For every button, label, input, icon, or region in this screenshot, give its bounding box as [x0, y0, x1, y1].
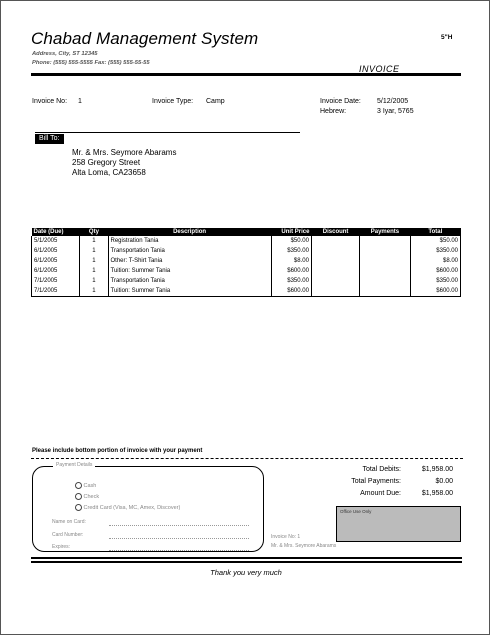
cell-payments [360, 276, 410, 286]
billto-street: 258 Gregory Street [72, 158, 141, 167]
payment-details-label: Payment Details [53, 462, 95, 468]
billto-rule [35, 132, 300, 133]
col-unit-price: Unit Price [271, 228, 311, 236]
table-row [32, 256, 461, 266]
invoice-date-label: Invoice Date: [320, 98, 361, 105]
company-contact: Phone: (555) 555-5555 Fax: (555) 555-55-55 [32, 60, 150, 66]
check-radio[interactable] [75, 493, 82, 500]
cell-unit-price: $50.00 [271, 236, 311, 246]
cell-discount [311, 256, 359, 266]
credit-card-radio[interactable] [75, 504, 82, 511]
cell-payments [360, 256, 410, 266]
cell-description: Transportation Tania [108, 246, 271, 256]
cell-discount [311, 276, 359, 286]
cell-total: $50.00 [410, 236, 460, 246]
total-payments-value: $0.00 [435, 478, 453, 485]
col-discount: Discount [311, 228, 359, 236]
cell-payments [360, 286, 410, 297]
table-row [32, 286, 461, 297]
col-total: Total [410, 228, 460, 236]
cell-date: 6/1/2005 [32, 256, 80, 266]
cell-discount [311, 286, 359, 297]
invoice-no-label: Invoice No: [32, 98, 68, 105]
cell-qty: 1 [80, 276, 108, 286]
name-on-card-field[interactable] [109, 525, 249, 526]
total-debits-value: $1,958.00 [421, 466, 453, 473]
col-date: Date (Due) [32, 228, 80, 236]
cell-qty: 1 [80, 256, 108, 266]
cell-date: 6/1/2005 [32, 266, 80, 276]
cell-unit-price: $8.00 [271, 256, 311, 266]
cell-date: 6/1/2005 [32, 246, 80, 256]
cell-discount [311, 236, 359, 246]
col-description: Description [108, 228, 271, 236]
cell-total: $600.00 [410, 266, 460, 276]
cut-line [31, 458, 463, 459]
cell-unit-price: $350.00 [271, 246, 311, 256]
expires-field[interactable] [109, 550, 249, 551]
name-on-card-label: Name on Card: [52, 519, 86, 525]
cash-label: Cash [83, 482, 97, 489]
stub-customer-name: Mr. & Mrs. Seymore Abarams [271, 543, 337, 549]
payment-instruction: Please include bottom portion of invoice with your payment [32, 448, 203, 454]
invoice-no-value: 1 [78, 98, 82, 105]
cell-description: Other: T-Shirt Tania [108, 256, 271, 266]
cell-description: Tuition: Summer Tania [108, 286, 271, 297]
cell-unit-price: $600.00 [271, 266, 311, 276]
check-label: Check [83, 493, 100, 500]
billto-label: Bill To: [35, 134, 64, 144]
cell-total: $8.00 [410, 256, 460, 266]
stub-invoice-no: Invoice No: 1 [271, 534, 301, 540]
table-row [32, 276, 461, 286]
cell-total: $600.00 [410, 286, 460, 297]
office-use-label: Office Use Only [340, 509, 372, 514]
total-payments-label: Total Payments: [351, 478, 401, 485]
cell-payments [360, 236, 410, 246]
invoice-type-label: Invoice Type: [152, 98, 194, 105]
cell-payments [360, 246, 410, 256]
billto-city: Alta Loma, CA23658 [72, 168, 146, 177]
cash-radio[interactable] [75, 482, 82, 489]
cell-payments [360, 266, 410, 276]
cell-total: $350.00 [410, 276, 460, 286]
cell-qty: 1 [80, 236, 108, 246]
invoice-date-value: 5/12/2005 [377, 98, 409, 105]
cell-qty: 1 [80, 246, 108, 256]
bottom-rule-1 [31, 557, 462, 559]
card-number-label: Card Number: [52, 532, 84, 538]
office-use-box [336, 506, 461, 542]
company-address: Address, City, ST 12345 [32, 51, 98, 57]
option-cash[interactable] [75, 482, 96, 489]
credit-card-label: Credit Card (Visa, MC, Amex, Discover) [83, 504, 181, 511]
cell-discount [311, 266, 359, 276]
amount-due-label: Amount Due: [360, 490, 401, 497]
items-table [31, 228, 461, 297]
table-row [32, 246, 461, 256]
invoice-type-value: Camp [206, 98, 225, 105]
invoice-tag: INVOICE [359, 64, 400, 74]
cell-total: $350.00 [410, 246, 460, 256]
table-row [32, 266, 461, 276]
col-qty: Qty [80, 228, 108, 236]
cell-unit-price: $600.00 [271, 286, 311, 297]
hebrew-date-value: 3 Iyar, 5765 [377, 108, 414, 115]
expires-label: Expires: [52, 544, 71, 550]
cell-discount [311, 246, 359, 256]
company-title: Chabad Management System [31, 29, 259, 48]
card-number-field[interactable] [109, 538, 249, 539]
cell-date: 7/1/2005 [32, 286, 80, 297]
cell-qty: 1 [80, 286, 108, 297]
cell-unit-price: $350.00 [271, 276, 311, 286]
amount-due-value: $1,958.00 [421, 490, 453, 497]
cell-date: 5/1/2005 [32, 236, 80, 246]
cell-description: Registration Tania [108, 236, 271, 246]
thank-you-note: Thank you very much [210, 568, 282, 577]
option-credit-card[interactable] [75, 504, 180, 511]
option-check[interactable] [75, 493, 99, 500]
bottom-rule-2 [31, 561, 462, 563]
cell-description: Transportation Tania [108, 276, 271, 286]
corner-code: 5"H [441, 34, 453, 41]
cell-qty: 1 [80, 266, 108, 276]
billto-name: Mr. & Mrs. Seymore Abarams [72, 148, 177, 157]
col-payments: Payments [360, 228, 410, 236]
hebrew-label: Hebrew: [320, 108, 347, 115]
cell-description: Tuition: Summer Tania [108, 266, 271, 276]
cell-date: 7/1/2005 [32, 276, 80, 286]
total-debits-label: Total Debits: [362, 466, 401, 473]
table-row [32, 236, 461, 246]
